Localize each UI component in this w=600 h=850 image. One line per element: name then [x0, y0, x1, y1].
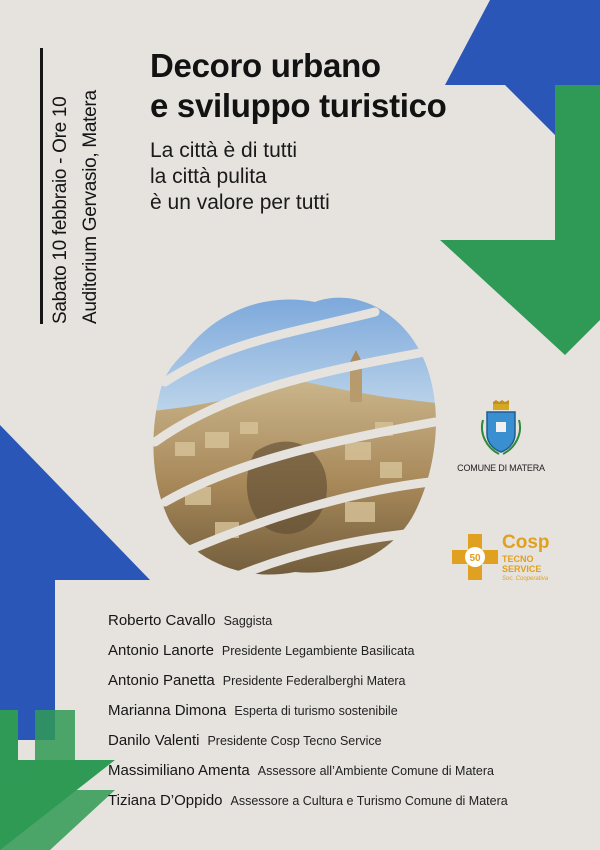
speaker-name: Antonio Lanorte: [108, 642, 214, 659]
speaker-name: Danilo Valenti: [108, 732, 200, 749]
speaker-role: Assessore all’Ambiente Comune di Matera: [257, 764, 494, 778]
speaker-row: [108, 672, 588, 702]
subtitle-line-1: La città è di tutti: [150, 139, 298, 162]
cosp-cross-icon: [452, 534, 498, 580]
cosp-subtitle-3: Soc. Cooperativa: [502, 576, 549, 582]
speakers-list: [108, 612, 588, 822]
comune-caption: COMUNE DI MATERA: [457, 463, 545, 473]
page-title: [150, 46, 530, 126]
speaker-name: Marianna Dimona: [108, 702, 227, 719]
speaker-name: Tiziana D’Oppido: [108, 792, 223, 809]
subtitle: [150, 138, 450, 216]
speaker-role: Presidente Cosp Tecno Service: [207, 734, 382, 748]
cosp-subtitle-2: SERVICE: [502, 564, 542, 574]
speaker-role: Presidente Legambiente Basilicata: [221, 644, 415, 658]
cosp-logo: [452, 528, 572, 588]
cosp-badge: 50: [469, 553, 481, 564]
event-date: Sabato 10 febbraio - Ore 10: [50, 96, 71, 324]
speaker-row: [108, 762, 588, 792]
speaker-row: [108, 702, 588, 732]
comune-di-matera-logo: [456, 400, 546, 473]
speaker-row: [108, 642, 588, 672]
speaker-role: Presidente Federalberghi Matera: [222, 674, 406, 688]
matera-photo: [145, 272, 445, 582]
speaker-name: Massimiliano Amenta: [108, 762, 250, 779]
speaker-role: Saggista: [223, 614, 273, 628]
comune-crest-icon: [477, 400, 525, 456]
speaker-role: Esperta di turismo sostenibile: [234, 704, 398, 718]
title-line-2: e sviluppo turistico: [150, 87, 447, 124]
speaker-name: Antonio Panetta: [108, 672, 215, 689]
cosp-subtitle-1: TECNO: [502, 554, 534, 564]
speaker-row: [108, 732, 588, 762]
speaker-role: Assessore a Cultura e Turismo Comune di Matera: [230, 794, 508, 808]
speaker-row: [108, 792, 588, 822]
subtitle-line-3: è un valore per tutti: [150, 191, 330, 214]
speaker-name: Roberto Cavallo: [108, 612, 216, 629]
subtitle-line-2: la città pulita: [150, 165, 267, 188]
speaker-row: [108, 612, 588, 642]
cosp-name: Cosp: [502, 532, 550, 553]
event-venue: Auditorium Gervasio, Matera: [80, 90, 101, 324]
event-date-block: [28, 48, 124, 324]
title-line-1: Decoro urbano: [150, 47, 381, 84]
